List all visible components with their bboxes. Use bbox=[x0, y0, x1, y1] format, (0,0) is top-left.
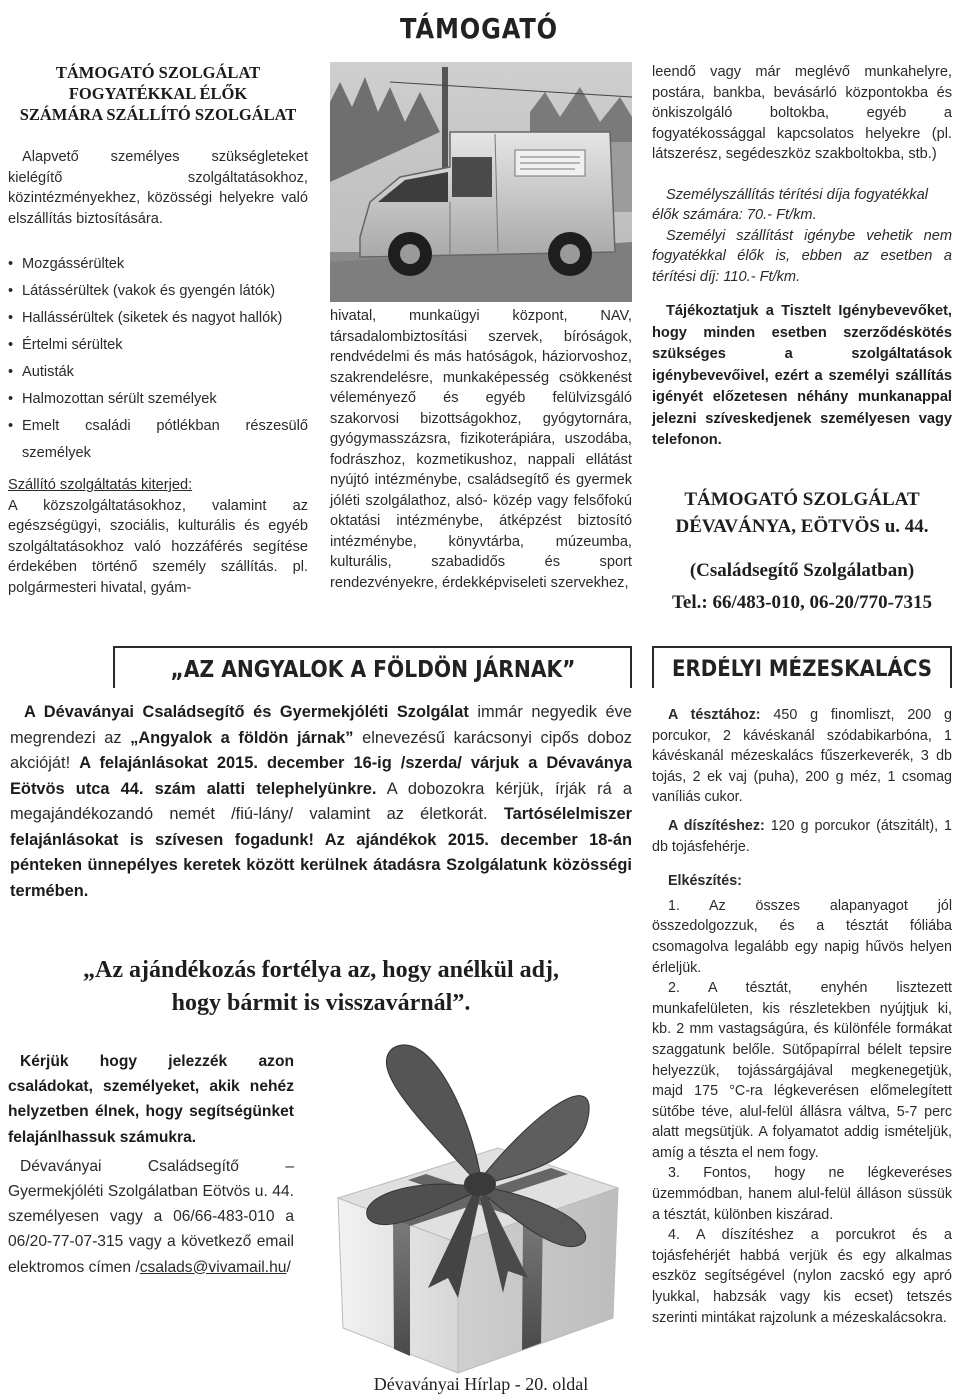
page-banner-title: TÁMOGATÓ bbox=[400, 12, 558, 45]
col3-org: TÁMOGATÓ SZOLGÁLAT bbox=[684, 488, 920, 510]
recipe-body bbox=[652, 705, 952, 1328]
angyalok-title: „AZ ANGYALOK A FÖLDÖN JÁRNAK” bbox=[170, 657, 576, 683]
recipe-step-4: 4. A díszítéshez a porcukrot és a tojásfehérjét habbá verjük és egy alkalmas eszköz segítségével (nylon zacskó egy apró lyukkal, habzsák vagy kis ecset) tetszés szerinti mintákat rajzolunk a mézeskalácsokra. bbox=[652, 1227, 952, 1326]
recipe-deco: A díszítéshez: 120 g porcukor (átszitált), 1 db tojásfehérje. bbox=[652, 817, 952, 855]
bullet-icon: • bbox=[8, 391, 14, 407]
col2-text: hivatal, munkaügyi központ, NAV, társadalombiztosítási szervek, bíróságok, rendvédelmi és más hatóságok, háziorvoshoz, szakrendelésre, munkaképesség csökkenést véleményező és egyéb felülvizsgáló szakorvosi bizottságokhoz, gyógytornára, gyógymasszázsra, fizikoterápiára, uszodába, fodrászhoz, kozmetikushoz, nappali ellátást nyújtó intézménybe, családsegítő és gyermek jóléti szolgálathoz, alsó- közép vagy felsőfokú oktatási intézménybe, átképzést biztosító intézménybe, könyvtárba, múzeumba, kulturális, szabadidős és sport rendezvényekre, érdekképviseleti szervekhez, bbox=[330, 308, 632, 591]
angyalok-quote bbox=[10, 954, 632, 1020]
bullet-icon: • bbox=[8, 337, 14, 353]
page-footer: Dévaványai Hírlap - 20. oldal bbox=[373, 1374, 589, 1394]
col3-phone: Tel.: 66/483-010, 06-20/770-7315 bbox=[671, 591, 932, 613]
divider-angyalok bbox=[113, 646, 632, 648]
col3-price-2: Személyi szállítást igénybe vehetik nem fogyatékkal élők is, ebben az esetben a térítési díj: 110.- Ft/km. bbox=[652, 227, 952, 285]
divider-angyalok-left bbox=[113, 646, 115, 688]
col1-article bbox=[8, 62, 308, 598]
col3-location: (Családsegítő Szolgálatban) bbox=[689, 559, 915, 581]
col3-notice: Tájékoztatjuk a Tisztelt Igénybevevőket, hogy minden esetben szerződéskötés szükséges a szolgáltatások igénybevevőivel, ezért a személyi szállítás igényét előzetesen néhány munkanappal jelezni szíveskedjenek személyesen vagy telefonon. bbox=[652, 303, 952, 448]
van-photo-drawing bbox=[330, 62, 632, 302]
bullet-icon: • bbox=[8, 283, 14, 299]
contact-end: / bbox=[286, 1258, 291, 1276]
contact-text: Dévaványai Családsegítő – Gyermekjóléti Szolgálatban Eötvös u. 44. személyesen vagy a 06/66-483-010 a 06/20-77-07-315 vagy a következő email elektromos címen / bbox=[8, 1157, 294, 1276]
col1-scope-title: Szállító szolgáltatás kiterjed: bbox=[8, 477, 193, 493]
bullet-icon: • bbox=[8, 418, 14, 434]
col1-intro: Alapvető személyes szükségleteket kielégítő szolgáltatásokhoz, közintézményekhez, közösségi helyekre való elszállítás biztosítására. bbox=[8, 149, 308, 227]
contact-request: Kérjük hogy jelezzék azon családokat, személyeket, akik nehéz helyzetben élnek, hogy segítségünket felajánlhassuk számukra. bbox=[8, 1053, 294, 1146]
col3-address: DÉVAVÁNYA, EÖTVÖS u. 44. bbox=[675, 515, 929, 537]
bullet-icon: • bbox=[8, 256, 14, 272]
col1-heading-2: FOGYATÉKKAL ÉLŐK bbox=[68, 84, 248, 103]
list-item: • Halmozottan sérült személyek bbox=[8, 386, 308, 413]
col1-heading-3: SZÁMÁRA SZÁLLÍTÓ SZOLGÁLAT bbox=[19, 105, 297, 124]
divider-recipe-right bbox=[950, 646, 952, 688]
recipe-step-1: 1. Az összes alapanyagot jól összedolgozzuk, és a tésztát fóliába csomagolva legalább egy napig hűvös helyen érleljük. bbox=[652, 897, 952, 976]
list-item: • Látássérültek (vakok és gyengén látók) bbox=[8, 278, 308, 305]
recipe-title: ERDÉLYI MÉZESKALÁCS bbox=[671, 657, 932, 682]
divider-recipe-left bbox=[652, 646, 654, 688]
col1-bullet-list bbox=[8, 251, 308, 467]
gift-box-illustration bbox=[298, 1028, 638, 1380]
quote-line-2: hogy bármit is visszavárnál”. bbox=[171, 990, 471, 1016]
divider-angyalok-right bbox=[630, 646, 632, 688]
col1-heading-1: TÁMOGATÓ SZOLGÁLAT bbox=[55, 63, 261, 82]
divider-recipe bbox=[652, 646, 952, 648]
bullet-icon: • bbox=[8, 310, 14, 326]
col3-price-1: Személyszállítás térítési díja fogyatékkal élők számára: 70.- Ft/km. bbox=[652, 186, 928, 223]
gift-icon bbox=[298, 1028, 638, 1380]
list-item: • Autisták bbox=[8, 359, 308, 386]
col1-scope-text: A közszolgáltatásokhoz, valamint az egészségügyi, szociális, kulturális és egyéb szolgáltatásokhoz való hozzáférés segítése érdekében történő személy szállítás. pl. polgármesteri hivatal, gyám- bbox=[8, 497, 308, 596]
email-link[interactable]: csalads@vivamail.hu bbox=[139, 1258, 287, 1276]
col3-continuation: leendő vagy már meglévő munkahelyre, postára, bankba, bevásárló központokba és önkiszolgáló boltokba, egyéb a fogyatékossággal kapcsolatos helyekre (pl. látszerész, segédeszköz szakboltokba, stb.) bbox=[652, 64, 952, 162]
recipe-dough: A tésztához: 450 g finomliszt, 200 g porcukor, 2 kávéskanál szódabikarbóna, 1 kávéskanál mézeskalács fűszerkeverék, 3 db tojás, 2 ek vaj (puha), 200 g méz, 1 csomag vaníliás cukor. bbox=[652, 707, 953, 806]
angyalok-paragraph: A Dévaványai Családsegítő és Gyermekjóléti Szolgálat immár negyedik éve megrendezi az „Angyalok a földön járnak” elnevezésű karácsonyi cipős doboz akcióját! A felajánlásokat 2015. december 16-ig /szerda/ várjuk a Dévaványa Eötvös utca 44. szám alatti telephelyünkre. A dobozokra kérjük, írják rá a megajándékozandó nemét /fiú-lány/ valamint az életkorát. Tartósélelmiszer felajánlásokat is szívesen fogadunk! Az ajándékok 2015. december 18-án pénteken ünnepélyes keretek között kerülnek átadásra Szolgálatunk közösségi termében. bbox=[10, 703, 633, 900]
list-item: • Mozgássérültek bbox=[8, 251, 308, 278]
col3-article bbox=[652, 62, 952, 615]
quote-line-1: „Az ajándékozás fortélya az, hogy anélkül adj, bbox=[83, 957, 559, 983]
list-item: • Emelt családi pótlékban részesülő személyek bbox=[8, 413, 308, 467]
bullet-icon: • bbox=[8, 364, 14, 380]
recipe-step-3: 3. Fontos, hogy ne légkeveréses üzemmódban, hanem alul-felül álláson süssük a tésztát, különben kiszárad. bbox=[652, 1165, 952, 1223]
list-item: • Hallássérültek (siketek és nagyot hallók) bbox=[8, 305, 308, 332]
recipe-step-2: 2. A tésztát, enyhén lisztezett munkafelületen, kis részletekben nyújtjuk ki, kb. 2 mm vastagságúra, és különféle formákat szaggatunk belőle. Sütőpapírral bélelt tepsire helyezzük, tojássárgájával megkenegetjük, majd 175 °C-ra légkeverésen előmelegített sütőbe téve, alul-felül állásra váltva, 5-7 perc alatt megsütjük. A folyamatot addig ismételjük, amíg a tészta el nem fogy. bbox=[652, 980, 952, 1161]
recipe-prep-label: Elkészítés: bbox=[668, 873, 742, 890]
van-photo bbox=[330, 62, 632, 302]
list-item: • Értelmi sérültek bbox=[8, 332, 308, 359]
angyalok-contact bbox=[8, 1049, 294, 1280]
